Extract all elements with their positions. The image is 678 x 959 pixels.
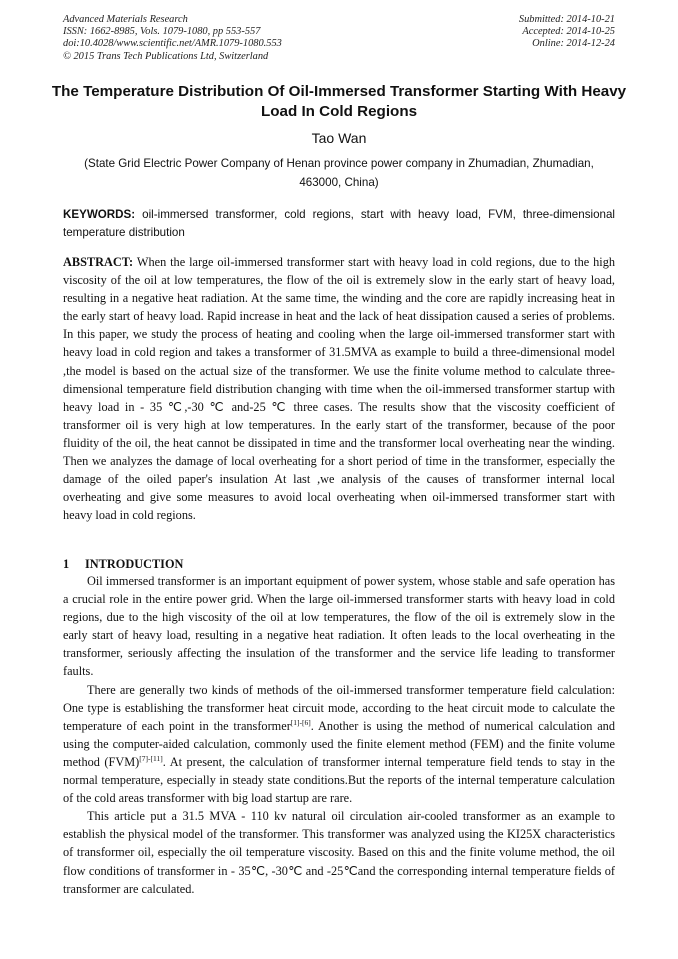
intro-paragraph-3: This article put a 31.5 MVA - 110 kv natural oil circulation air-cooled transformer as an example to establish the physical model of the transformer. This transformer was analyzed using the KI25X characteristics of transformer oil, especially the oil temperature viscosity. Based on this and the finite volume method, the oil flow conditions of transformer in - 35℃, -30℃ and -25℃and the corresponding internal temperature fields of transformer are calculated. <box>63 809 615 896</box>
intro-p2-text-b: . Another is using the method of numerical calculation and using the computer-aided calculation, commonly used the finite element method (FEM) and the finite volume method (FVM) <box>63 718 615 769</box>
section-title: INTRODUCTION <box>85 557 184 571</box>
intro-p2-text-a: There are generally two kinds of methods of the oil-immersed transformer temperature field calculation: One type is establishing the transformer heat circuit mode, according to the heat circuit mode to calculate the temperature of each point in the transformer <box>63 682 615 733</box>
online-date: Online: 2014-12-24 <box>532 38 615 50</box>
publication-dates <box>519 14 615 51</box>
intro-p2-text-c: . At present, the calculation of transformer internal temperature field tends to stay in the normal temperature, especially in steady state conditions.But the reports of the internal temperature calculation of the cold areas transformer with big load startup are rare. <box>63 754 615 806</box>
journal-copyright: © 2015 Trans Tech Publications Ltd, Switzerland <box>63 50 269 62</box>
paper-title: The Temperature Distribution Of Oil-Immersed Transformer Starting With Heavy Load In Cold Regions <box>51 83 627 120</box>
abstract-text: When the large oil-immersed transformer start with heavy load in cold regions, due to the high viscosity of the oil at low temperatures, the flow of the oil is extremely slow in the early start of heavy load, resulting in a negative heat radiation. At the same time, the winding and the core are rapidly increasing heat in the early start of heavy load. Rapid increase in heat and the lack of heat dissipation caused a series of problems. In this paper, we study the process of heating and cooling when the large oil-immersed transformer start with heavy load in cold region and takes a transformer of 31.5MVA as example to build a three-dimensional model ,the model is based on the actual size of the transformer. We use the finite volume method to calculate three-dimensional temperature field distribution changing with time when the oil-immersed transformer startup with heavy load in - 35 ℃,-30 ℃ and-25 ℃ three cases. The results show that the viscosity coefficient of transformer oil is very high at low temperatures. In the early start of the transformer, because of the poor fluidity of the oil, the heat cannot be dissipated in time and the transformer local overheating near the winding. Then we analyzes the damage of local overheating for a short period of time in the transformer, especially the damage of the oiled paper's insulation At last ,we analysis of the causes of transformer internal local overheating and give some measures to avoid local overheating when oil-immersed transformer start with heavy load in cold regions. <box>63 255 616 523</box>
intro-paragraph-2 <box>63 681 615 808</box>
accepted-date: Accepted: 2014-10-25 <box>522 26 615 38</box>
intro-paragraph-1: Oil immersed transformer is an important equipment of power system, whose stable and safe operation has a crucial role in the entire power grid. When the large oil-immersed transformer starts with heavy load in cold regions, due to the high viscosity of the oil at low temperatures, the flow of the oil is extremely slow in the early start of heavy load, resulting in a negative heat radiation. It often leads to the local overheating in the transformer, seriously affecting the insulation of the transformer and the service life leading to transformer faults. <box>63 574 615 679</box>
keywords-label: KEYWORDS: <box>63 208 136 221</box>
author-affiliation: (State Grid Electric Power Company of Henan province power company in Zhumadian, Zhumadian, 463000, China) <box>84 157 594 189</box>
citation-1-6: [1]-[6] <box>290 717 311 727</box>
submitted-date: Submitted: 2014-10-21 <box>518 14 615 25</box>
abstract-label: ABSTRACT: <box>63 255 134 269</box>
journal-info <box>63 14 282 63</box>
keywords-block <box>63 206 615 241</box>
section-number: 1 <box>63 557 70 571</box>
section-heading <box>63 555 183 573</box>
journal-issn: ISSN: 1662-8985, Vols. 1079-1080, pp 553-557 <box>63 26 261 38</box>
citation-7-11: [7]-[11] <box>139 753 163 763</box>
keywords-text: oil-immersed transformer, cold regions, start with heavy load, FVM, three-dimensional temperature distribution <box>63 208 615 239</box>
journal-name: Advanced Materials Research <box>63 14 188 25</box>
introduction-body <box>63 572 615 898</box>
abstract-block <box>63 253 615 524</box>
paper-author: Tao Wan <box>311 130 367 146</box>
journal-doi: doi:10.4028/www.scientific.net/AMR.1079-1080.553 <box>63 38 282 50</box>
